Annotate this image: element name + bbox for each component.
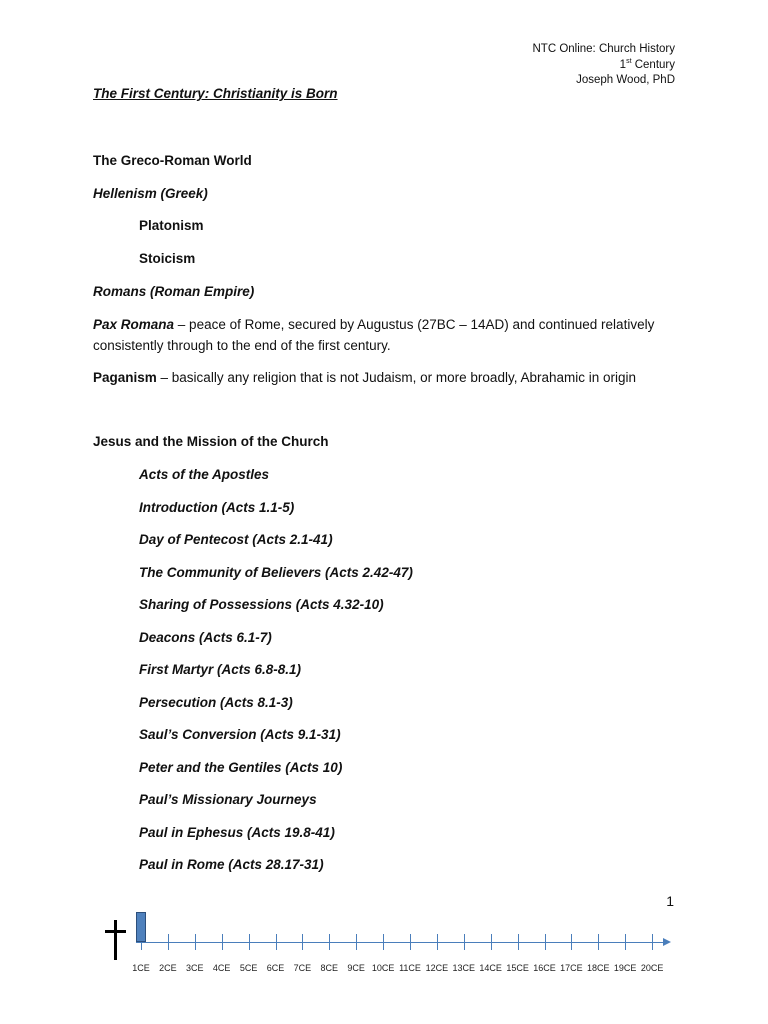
timeline-tick-label: 6CE (266, 963, 285, 973)
page-number: 1 (666, 893, 674, 909)
header-century: 1st Century (619, 57, 675, 71)
timeline-tick (625, 934, 626, 950)
timeline-tick-label: 1CE (132, 963, 150, 973)
timeline-tick-label: 17CE (560, 963, 583, 973)
timeline-tick (491, 934, 492, 950)
document-title: The First Century: Christianity is Born (93, 86, 338, 101)
cross-icon-bar (105, 930, 126, 933)
timeline-tick (249, 934, 250, 950)
mission-list-item: Paul in Rome (Acts 28.17-31) (139, 857, 324, 872)
timeline-tick (356, 934, 357, 950)
timeline-tick (276, 934, 277, 950)
mission-list-item: Saul’s Conversion (Acts 9.1-31) (139, 727, 341, 742)
timeline-tick-label: 5CE (239, 963, 258, 973)
timeline-tick-label: 14CE (479, 963, 502, 973)
timeline-tick (437, 934, 438, 950)
mission-list-item: Paul’s Missionary Journeys (139, 792, 317, 807)
header-course: NTC Online: Church History (532, 43, 675, 55)
timeline-tick (545, 934, 546, 950)
mission-list-item: Sharing of Possessions (Acts 4.32-10) (139, 597, 384, 612)
mission-list-item: Deacons (Acts 6.1-7) (139, 629, 272, 645)
item-platonism: Platonism (139, 218, 204, 233)
mission-list-item: Peter and the Gentiles (Acts 10) (139, 759, 343, 775)
mission-list-item: First Martyr (Acts 6.8-8.1) (139, 662, 302, 677)
timeline-tick-label: 19CE (613, 963, 637, 973)
timeline-tick (571, 934, 572, 950)
timeline-tick-label: 13CE (452, 963, 476, 973)
subheading-romans: Romans (Roman Empire) (93, 284, 255, 299)
timeline-tick (329, 934, 330, 950)
definition-pax-romana: – peace of Rome, secured by Augustus (27BC – 14AD) and continued relatively consistently through to the end of the first century. (93, 317, 655, 353)
timeline-tick-label: 9CE (347, 963, 365, 973)
timeline-tick (464, 934, 465, 950)
timeline-tick-label: 12CE (425, 963, 449, 973)
header-author: Joseph Wood, PhD (576, 74, 675, 86)
timeline-tick (302, 934, 303, 950)
term-pax-romana: Pax Romana (93, 317, 175, 332)
mission-list-item: The Community of Believers (Acts 2.42-47) (139, 564, 413, 580)
timeline-tick (598, 934, 599, 950)
timeline-tick (195, 934, 196, 950)
timeline-tick (168, 934, 169, 950)
timeline-tick-label: 20CE (640, 963, 664, 973)
cross-icon (114, 920, 117, 960)
subheading-hellenism: Hellenism (Greek) (93, 186, 208, 201)
timeline-tick (652, 934, 653, 950)
paragraph-paganism (93, 367, 683, 388)
mission-list-item: Persecution (Acts 8.1-3) (139, 694, 293, 710)
document-header (532, 42, 675, 89)
timeline-tick-label: 8CE (320, 963, 339, 973)
timeline-tick-label: 7CE (293, 963, 312, 973)
timeline-tick-label: 18CE (587, 963, 610, 973)
section-heading-greco-roman: The Greco-Roman World (93, 153, 252, 168)
mission-list-item: Paul in Ephesus (Acts 19.8-41) (139, 824, 335, 840)
timeline-tick-label: 3CE (186, 963, 204, 973)
timeline-tick (383, 934, 384, 950)
timeline-tick-label: 16CE (533, 963, 556, 973)
timeline-tick (410, 934, 411, 950)
section-heading-mission: Jesus and the Mission of the Church (93, 434, 329, 449)
century-timeline (100, 905, 680, 985)
timeline-tick (222, 934, 223, 950)
definition-paganism: – basically any religion that is not Judaism, or more broadly, Abrahamic in origin (156, 370, 637, 385)
timeline-axis (136, 942, 668, 943)
mission-list-item: Introduction (Acts 1.1-5) (139, 499, 295, 515)
term-paganism: Paganism (93, 370, 157, 385)
timeline-highlight-bar (136, 912, 146, 942)
timeline-tick (518, 934, 519, 950)
timeline-tick-label: 10CE (371, 963, 395, 973)
mission-list-item: Acts of the Apostles (139, 467, 270, 482)
arrow-right-icon (663, 938, 671, 946)
mission-list-item: Day of Pentecost (Acts 2.1-41) (139, 532, 333, 547)
timeline-tick-label: 2CE (159, 963, 177, 973)
item-stoicism: Stoicism (139, 251, 196, 266)
timeline-tick-label: 4CE (212, 963, 231, 973)
paragraph-pax-romana (93, 314, 683, 356)
timeline-tick-label: 15CE (506, 963, 529, 973)
timeline-tick-label: 11CE (399, 963, 421, 973)
